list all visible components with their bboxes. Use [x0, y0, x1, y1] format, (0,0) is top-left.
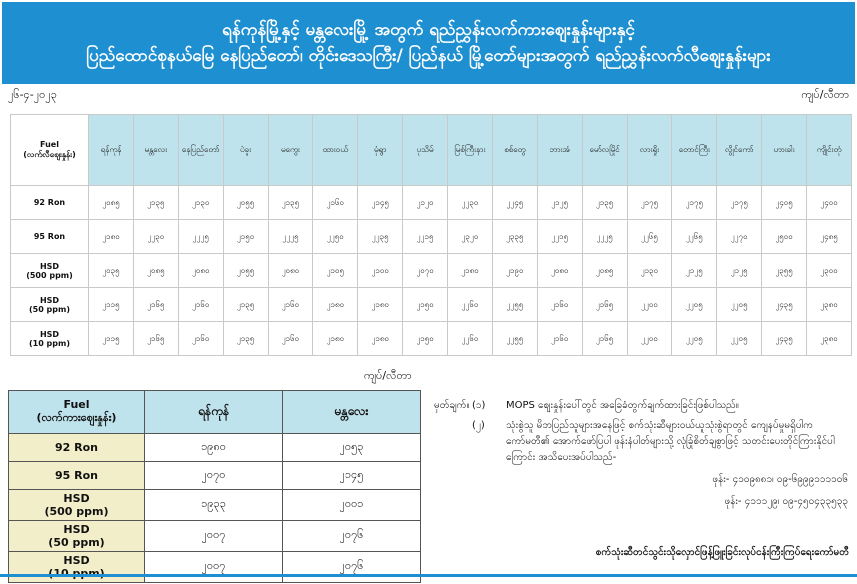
wholesale-fuel-cell: HSD (50 ppm)	[9, 521, 145, 552]
retail-price-cell: ၂၁၅၀	[403, 288, 448, 322]
retail-price-cell: ၂၂၇၀	[717, 220, 762, 254]
unit-label-wholesale: ကျပ်/လီတာ	[364, 369, 412, 382]
retail-price-cell: ၂၃၂၀	[448, 220, 493, 254]
retail-price-cell: ၂၂၀၅	[672, 322, 717, 356]
retail-price-cell: ၂၀၃၅	[89, 254, 134, 288]
note-1-number: (၁)	[472, 400, 486, 411]
wholesale-fuel-header: Fuel (လက်ကားဈေးနှုန်း)	[9, 391, 145, 434]
retail-fuel-cell: HSD (10 ppm)	[11, 322, 89, 356]
retail-fuel-header: Fuel (လက်လီဈေးနှုန်း)	[11, 115, 89, 186]
retail-body	[11, 186, 852, 356]
retail-price-cell: ၂၁၇၅	[717, 186, 762, 220]
retail-price-cell: ၂၂၂၅	[268, 220, 313, 254]
retail-row	[11, 254, 852, 288]
retail-price-cell: ၂၂၀၅	[672, 288, 717, 322]
wholesale-price-mandalay: ၂၁၄၅	[283, 462, 421, 490]
retail-price-cell: ၂၀၇၀	[403, 254, 448, 288]
retail-price-cell: ၂၃၀၀	[807, 254, 852, 288]
retail-price-cell: ၂၄၀၀	[807, 186, 852, 220]
retail-price-cell: ၂၁၄၅	[358, 186, 403, 220]
retail-price-cell: ၂၁၆၀	[178, 288, 223, 322]
retail-price-cell: ၂၁၆၀	[537, 322, 582, 356]
retail-price-cell: ၂၁၀၅	[313, 254, 358, 288]
wholesale-price-mandalay: ၂၀၇၆	[283, 521, 421, 552]
retail-price-cell: ၂၁၃၅	[133, 186, 178, 220]
retail-city-header: တောင်ကြီး	[672, 115, 717, 186]
retail-price-cell: ၂၄၃၅	[762, 288, 807, 322]
note-2-number: (၂)	[472, 420, 485, 431]
retail-price-cell: ၂၂၆၅	[672, 220, 717, 254]
retail-price-cell: ၂၁၀၀	[358, 254, 403, 288]
retail-price-cell: ၂၂၀၅	[717, 322, 762, 356]
retail-fuel-cell: 92 Ron	[11, 186, 89, 220]
date-label: ၂၆-၄-၂၀၂၃	[8, 88, 57, 101]
retail-price-cell: ၂၄၈၅	[807, 220, 852, 254]
phone-1: ဖုန်း- ၄၁၀၉၈၈၁၊ ၀၉-၆၉၉၉၁၁၁၁၀၆	[712, 474, 848, 485]
note-2	[434, 418, 852, 466]
retail-city-header: ပဲခူး	[223, 115, 268, 186]
retail-city-header: လားရှိုး	[627, 115, 672, 186]
retail-price-cell: ၂၁၇၅	[627, 186, 672, 220]
retail-price-cell: ၂၁၂၀	[403, 186, 448, 220]
retail-price-cell: ၂၃၈၀	[807, 322, 852, 356]
wholesale-price-yangon: ၁၉၃၃	[145, 490, 283, 521]
note-1	[434, 398, 852, 414]
retail-price-cell: ၂၄၃၅	[762, 322, 807, 356]
retail-city-header: လွိုင်ကော်	[717, 115, 762, 186]
retail-price-cell: ၂၁၉၀	[492, 254, 537, 288]
wholesale-price-yangon: ၂၀၇၀	[145, 462, 283, 490]
retail-city-header: ပုသိမ်	[403, 115, 448, 186]
retail-price-cell: ၂၁၁၅	[89, 288, 134, 322]
note-1-text: MOPS ဈေးနှုန်းပေါ်တွင် အခြေခံတွက်ချက်ထားခြင်းဖြစ်ပါသည်။	[506, 400, 739, 411]
notes-section	[434, 398, 852, 510]
retail-price-cell: ၂၂၆၀	[448, 288, 493, 322]
retail-price-cell: ၂၂၁၅	[537, 220, 582, 254]
retail-price-cell: ၂၁၅၀	[223, 220, 268, 254]
retail-price-cell: ၂၂၂၅	[582, 220, 627, 254]
retail-price-cell: ၂၁၈၀	[313, 288, 358, 322]
retail-price-cell: ၂၁၅၀	[403, 322, 448, 356]
wholesale-fuel-cell: 92 Ron	[9, 434, 145, 462]
retail-price-cell: ၂၁၂၅	[537, 186, 582, 220]
retail-price-cell: ၂၂၀၀	[627, 322, 672, 356]
wholesale-fuel-cell: 95 Ron	[9, 462, 145, 490]
retail-price-cell: ၂၀၈၅	[89, 186, 134, 220]
wholesale-row	[9, 462, 421, 490]
retail-price-cell: ၂၁၆၀	[178, 322, 223, 356]
retail-price-cell: ၂၁၆၅	[582, 288, 627, 322]
retail-price-cell: ၂၁၁၅	[89, 322, 134, 356]
retail-city-header: ထားဝယ်	[313, 115, 358, 186]
retail-price-cell: ၂၂၄၅	[492, 186, 537, 220]
wholesale-fuel-cell: HSD (500 ppm)	[9, 490, 145, 521]
phone-2: ဖုန်း- ၄၁၁၁၂၉၊ ၀၉-၄၅၀၄၃၃၅၃၃	[724, 496, 848, 507]
retail-fuel-cell: HSD (500 ppm)	[11, 254, 89, 288]
wholesale-row	[9, 552, 421, 583]
wholesale-price-mandalay: ၂၀၇၆	[283, 552, 421, 583]
retail-city-header: စစ်တွေ	[492, 115, 537, 186]
retail-header-row	[11, 115, 852, 186]
retail-city-header: ဟားခါး	[762, 115, 807, 186]
retail-price-cell: ၂၂၀၀	[627, 288, 672, 322]
wholesale-row	[9, 521, 421, 552]
retail-price-cell: ၂၁၆၀	[268, 322, 313, 356]
retail-price-cell: ၂၁၃၅	[223, 288, 268, 322]
wholesale-price-yangon: ၁၉၈၀	[145, 434, 283, 462]
retail-city-header: နေပြည်တော်	[178, 115, 223, 186]
wholesale-row	[9, 490, 421, 521]
wholesale-header-row	[9, 391, 421, 434]
retail-price-cell: ၂၁၃၀	[178, 186, 223, 220]
retail-fuel-cell: 95 Ron	[11, 220, 89, 254]
retail-city-header: မုံရွာ	[358, 115, 403, 186]
retail-price-cell: ၂၁၆၅	[133, 322, 178, 356]
retail-row	[11, 288, 852, 322]
retail-price-cell: ၂၁၆၀	[537, 288, 582, 322]
retail-city-header: မော်လမြိုင်	[582, 115, 627, 186]
retail-price-cell: ၂၂၆၅	[627, 220, 672, 254]
retail-row	[11, 186, 852, 220]
retail-price-cell: ၂၁၈၀	[448, 254, 493, 288]
retail-city-header: ဘားအံ	[537, 115, 582, 186]
retail-price-cell: ၂၃၃၅	[492, 220, 537, 254]
retail-price-cell: ၂၀၈၀	[537, 254, 582, 288]
title-banner	[2, 2, 855, 84]
retail-price-cell: ၂၂၃၅	[358, 220, 403, 254]
retail-price-cell: ၂၁၈၀	[358, 288, 403, 322]
retail-price-cell: ၂၁၈၀	[358, 322, 403, 356]
wholesale-col-mandalay: မန္တလေး	[283, 391, 421, 434]
retail-price-cell: ၂၁၃၅	[223, 322, 268, 356]
committee-name: စက်သုံးဆီတင်သွင်းသိုလှောင်ဖြန့်ဖြူးခြင်းလုပ်ငန်းကြီးကြပ်ရေးကော်မတီ	[595, 547, 849, 558]
wholesale-price-mandalay: ၂၀၅၃	[283, 434, 421, 462]
retail-price-cell: ၂၁၂၅	[672, 254, 717, 288]
wholesale-col-yangon: ရန်ကုန်	[145, 391, 283, 434]
title-line-2: ပြည်ထောင်စုနယ်မြေ နေပြည်တော်၊ တိုင်းဒေသကြီး/ ပြည်နယ် မြို့တော်များအတွက် ရည်ညွှန်းလက်လီဈေးနှုန်းများ	[86, 46, 771, 66]
wholesale-price-yangon: ၂၀၀၇	[145, 552, 283, 583]
wholesale-price-yangon: ၂၀၀၇	[145, 521, 283, 552]
retail-city-header: မြစ်ကြီးနား	[448, 115, 493, 186]
retail-price-cell: ၂၁၆၅	[133, 288, 178, 322]
retail-price-cell: ၂၂၂၅	[178, 220, 223, 254]
bottom-divider	[0, 574, 857, 577]
retail-price-cell: ၂၁၂၅	[717, 254, 762, 288]
retail-price-cell: ၂၁၃၅	[582, 186, 627, 220]
retail-price-cell: ၂၁၆၅	[582, 322, 627, 356]
retail-price-cell: ၂၀၅၅	[223, 254, 268, 288]
retail-city-header: မကွေး	[268, 115, 313, 186]
retail-price-table	[10, 114, 852, 356]
retail-price-cell: ၂၁၈၀	[89, 220, 134, 254]
retail-price-cell: ၂၂၆၀	[448, 322, 493, 356]
retail-city-header: ကျိုင်းတုံ	[807, 115, 852, 186]
retail-price-cell: ၂၀၈၀	[268, 254, 313, 288]
notes-label: မှတ်ချက်။	[434, 400, 470, 411]
retail-city-header: မန္တလေး	[133, 115, 178, 186]
wholesale-price-mandalay: ၂၀၀၁	[283, 490, 421, 521]
retail-price-cell: ၂၁၆၀	[313, 186, 358, 220]
retail-price-cell: ၂၂၅၀	[313, 220, 358, 254]
retail-price-cell: ၂၂၃၀	[448, 186, 493, 220]
retail-price-cell: ၂၂၅၅	[492, 288, 537, 322]
retail-row	[11, 220, 852, 254]
retail-price-cell: ၂၄၀၅	[762, 186, 807, 220]
retail-price-cell: ၂၃၅၅	[762, 254, 807, 288]
retail-row	[11, 322, 852, 356]
retail-price-cell: ၂၃၈၀	[807, 288, 852, 322]
unit-label-retail: ကျပ်/လီတာ	[801, 88, 849, 101]
retail-price-cell: ၂၁၃၅	[268, 186, 313, 220]
retail-fuel-cell: HSD (50 ppm)	[11, 288, 89, 322]
retail-price-cell: ၂၁၆၀	[268, 288, 313, 322]
retail-price-cell: ၂၁၇၅	[672, 186, 717, 220]
retail-price-cell: ၂၁၃၀	[627, 254, 672, 288]
retail-price-cell: ၂၀၈၀	[178, 254, 223, 288]
wholesale-fuel-cell: HSD	[9, 552, 145, 583]
retail-price-cell: ၂၅၀၀	[762, 220, 807, 254]
retail-city-header: ရန်ကုန်	[89, 115, 134, 186]
retail-price-cell: ၂၂၀၅	[717, 288, 762, 322]
retail-price-cell: ၂၂၃၀	[133, 220, 178, 254]
retail-price-cell: ၂၀၅၅	[223, 186, 268, 220]
wholesale-row	[9, 434, 421, 462]
retail-price-cell: ၂၂၅၅	[492, 322, 537, 356]
wholesale-body	[9, 434, 421, 583]
retail-price-cell: ၂၀၈၅	[133, 254, 178, 288]
title-line-1: ရန်ကုန်မြို့နှင့် မန္တလေးမြို့ အတွက် ရည်ညွှန်းလက်ကားဈေးနှုန်းများနှင့်	[222, 20, 635, 40]
wholesale-price-table	[8, 390, 421, 583]
note-2-text: သုံးစွဲသူ မိဘပြည်သူများအနေဖြင့် စက်သုံးဆီများဝယ်ယူသုံးစွဲရာတွင် ကျေနပ်မှုမရှိပါက ကော်မတီ၏ အောက်ဖော်ပြပါ ဖုန်းနံပါတ်များသို့ လုံခြုံစိတ်ချစွာဖြင့် သတင်းပေးတိုင်ကြားနိုင်ပါကြောင်း အသိပေးအပ်ပါသည်-	[506, 420, 835, 463]
retail-price-cell: ၂၀၈၅	[582, 254, 627, 288]
retail-price-cell: ၂၁၈၀	[313, 322, 358, 356]
retail-price-cell: ၂၂၁၅	[403, 220, 448, 254]
